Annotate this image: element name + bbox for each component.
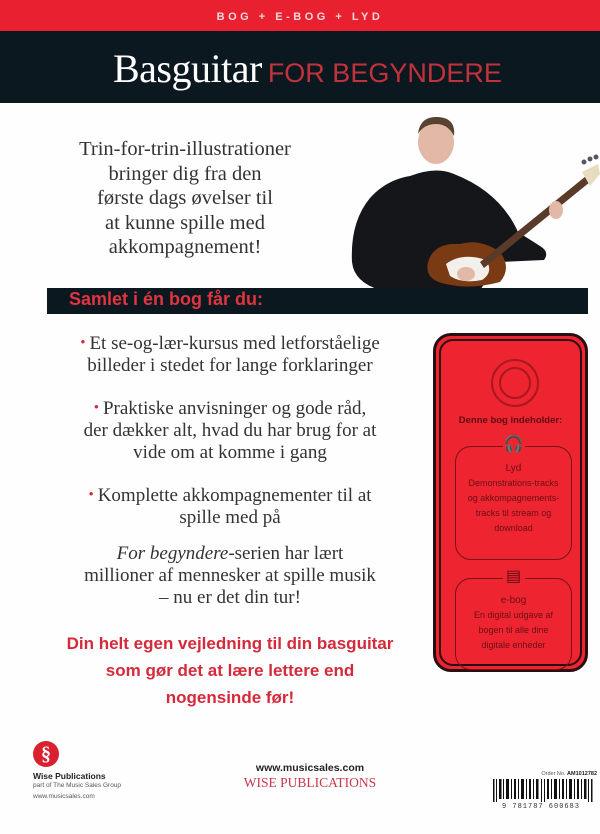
intro-line: Trin-for-trin-illustrationer: [79, 138, 291, 160]
intro-line: første dags øvelser til: [97, 187, 273, 209]
intro-line: at kunne spille med: [105, 211, 265, 234]
audio-panel: 🎧 Lyd Demonstrations-tracks og akkompagnements- tracks til stream og download: [455, 446, 572, 560]
headphones-icon: 🎧: [503, 434, 525, 456]
intro-line: bringer dig fra den: [108, 162, 262, 185]
series-text: For begyndere-serien har lært millioner af mennesker at spille musik – nu er det din tur!: [84, 543, 376, 608]
bassist-photo: [350, 112, 600, 290]
ebook-panel: ▤ e-bog En digital udgave af bogen til alle dine digitale enheder: [455, 578, 572, 670]
bullet-icon: •: [88, 487, 94, 503]
publisher-logo-icon: §: [33, 741, 59, 767]
contents-box-title: Denne bog indeholder:: [458, 415, 563, 426]
format-tagline: BOG + E-BOG + LYD: [0, 0, 600, 31]
feature-item: • Et se-og-lær-kursus med letforståelige billeder i stedet for lange forklaringer: [80, 333, 380, 376]
feature-item: • Komplette akkompagnementer til at spille med på: [88, 485, 372, 528]
title-bar: [0, 31, 600, 103]
isbn-number: 9 781787 600683: [501, 803, 580, 811]
website-link[interactable]: www.musicsales.com: [255, 762, 365, 774]
title-main: Basguitar: [113, 46, 262, 91]
ebook-icon: ▤: [503, 566, 525, 588]
call-to-action: Din helt egen vejledning til din basguitar som gør det at lære lettere end nogensinde før!: [66, 634, 394, 707]
bullet-icon: •: [80, 335, 86, 351]
publisher-brand: WISE PUBLICATIONS: [243, 775, 377, 790]
publisher-subtitle: part of The Music Sales Group: [33, 782, 122, 789]
bullet-icon: •: [93, 400, 99, 416]
seal-icon: [491, 359, 539, 407]
section-banner-label: Samlet i én bog får du:: [69, 289, 264, 309]
order-number: Order No. AM1012782: [541, 771, 597, 777]
publisher-url[interactable]: www.musicsales.com: [33, 793, 95, 800]
section-banner: [47, 288, 588, 314]
title-sub: FOR BEGYNDERE: [267, 58, 502, 88]
intro-line: akkompagnement!: [108, 236, 262, 258]
feature-item: • Praktiske anvisninger og gode råd, der dækker alt, hvad du har brug for at vide om at komme i gang: [83, 398, 377, 463]
publisher-name: Wise Publications: [33, 771, 106, 781]
contents-box: [433, 333, 588, 672]
intro-text: [60, 137, 310, 260]
book-title: [113, 45, 502, 92]
barcode-icon: [493, 779, 593, 802]
feature-list: [40, 332, 420, 629]
